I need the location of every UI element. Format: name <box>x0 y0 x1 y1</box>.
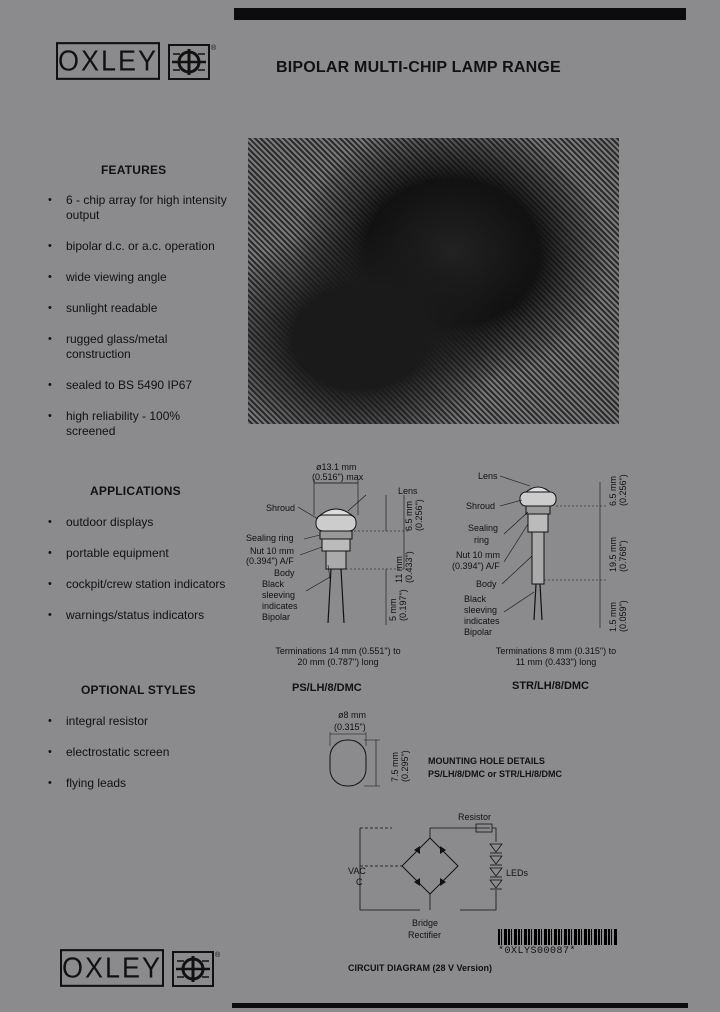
ps-part-label: PS/LH/8/DMC <box>292 682 362 694</box>
optional-styles-heading: OPTIONAL STYLES <box>81 683 196 697</box>
list-item: • integral resistor <box>48 714 228 729</box>
ps-sealing: Sealing ring <box>246 533 294 543</box>
ps-black-4: Bipolar <box>262 612 291 622</box>
ps-term-2: 20 mm (0.787") long <box>297 657 379 667</box>
applications-list <box>48 515 228 639</box>
list-item: • rugged glass/metal construction <box>48 332 228 362</box>
mount-h-in: (0.295") <box>400 750 410 782</box>
features-heading: FEATURES <box>101 163 167 177</box>
list-item: • sealed to BS 5490 IP67 <box>48 378 228 393</box>
bottom-rule <box>232 1003 688 1008</box>
str-nut-1: Nut 10 mm <box>456 550 501 560</box>
ps-dia-in: (0.516") max <box>312 472 364 482</box>
str-terminations <box>476 646 636 668</box>
list-item: • electrostatic screen <box>48 745 228 760</box>
mounting-label-2: PS/LH/8/DMC or STR/LH/8/DMC <box>428 769 563 779</box>
list-item: • 6 - chip array for high intensity output <box>48 193 228 223</box>
ps-black-1: Black <box>262 579 285 589</box>
str-dim-c: 1.5 mm <box>608 601 618 632</box>
registered-mark: ® <box>215 952 221 959</box>
list-item: • portable equipment <box>48 546 228 561</box>
str-black-3: indicates <box>464 616 500 626</box>
circuit-resistor-label: Resistor <box>458 812 492 822</box>
circuit-vac-sub: C <box>356 877 363 887</box>
str-lamp-drawing <box>452 462 640 642</box>
ps-lens: Lens <box>398 486 418 496</box>
oxley-emblem-icon <box>172 948 222 988</box>
str-term-1: Terminations 8 mm (0.315") to <box>495 646 617 656</box>
oxley-logo-top <box>56 41 218 81</box>
str-shroud: Shroud <box>466 501 496 511</box>
str-dim-a: 6.5 mm <box>608 475 618 506</box>
logo-wordmark: OXLEY <box>60 949 164 987</box>
barcode <box>498 929 618 945</box>
barcode-text: *0XLYS00087* <box>498 946 577 957</box>
applications-heading: APPLICATIONS <box>90 484 181 498</box>
str-dim-b-in: (0.768") <box>618 540 628 572</box>
str-body: Body <box>476 579 497 589</box>
ps-lamp-drawing <box>236 455 426 645</box>
ps-terminations <box>248 646 428 668</box>
ps-term-1: Terminations 14 mm (0.551") to <box>275 646 401 656</box>
ps-body: Body <box>274 568 295 578</box>
circuit-caption: CIRCUIT DIAGRAM (28 V Version) <box>348 963 493 973</box>
list-item: • sunlight readable <box>48 301 228 316</box>
ps-dim-b-in: (0.433") <box>404 551 414 583</box>
list-item: • warnings/status indicators <box>48 608 228 623</box>
circuit-diagram <box>340 806 540 946</box>
list-item: • flying leads <box>48 776 228 791</box>
ps-shroud: Shroud <box>266 503 296 513</box>
str-black-1: Black <box>464 594 487 604</box>
top-rule <box>234 8 686 20</box>
str-term-2: 11 mm (0.433") long <box>515 657 597 667</box>
ps-dim-a: 6.5 mm <box>404 500 414 531</box>
circuit-rectifier-label: Rectifier <box>408 930 442 940</box>
ps-black-2: sleeving <box>262 590 296 600</box>
ps-black-3: indicates <box>262 601 298 611</box>
str-black-4: Bipolar <box>464 627 493 637</box>
mount-dia-mm: ø8 mm <box>338 710 366 720</box>
str-sealing-1: Sealing <box>468 523 499 533</box>
str-part-label: STR/LH/8/DMC <box>512 680 589 692</box>
features-list <box>48 193 228 455</box>
product-photo <box>248 138 619 424</box>
oxley-logo-bottom <box>60 948 222 988</box>
list-item: • bipolar d.c. or a.c. operation <box>48 239 228 254</box>
ps-nut-2: (0.394") A/F <box>246 556 294 566</box>
mount-dia-in: (0.315") <box>334 722 366 732</box>
str-sealing-2: ring <box>474 535 490 545</box>
list-item: • wide viewing angle <box>48 270 228 285</box>
list-item: • high reliability - 100% screened <box>48 409 228 439</box>
list-item: • outdoor displays <box>48 515 228 530</box>
registered-mark: ® <box>211 45 217 52</box>
str-lens: Lens <box>478 471 498 481</box>
mounting-label-1: MOUNTING HOLE DETAILS <box>428 756 545 766</box>
page-title: BIPOLAR MULTI-CHIP LAMP RANGE <box>276 59 561 76</box>
mount-h-mm: 7.5 mm <box>390 751 400 782</box>
str-nut-2: (0.394") A/F <box>452 561 500 571</box>
ps-nut-1: Nut 10 mm <box>250 546 295 556</box>
ps-dia-mm: ø13.1 mm <box>316 462 357 472</box>
str-dim-b: 19.5 mm <box>608 536 618 572</box>
list-item: • cockpit/crew station indicators <box>48 577 228 592</box>
mounting-hole-drawing <box>318 706 428 796</box>
circuit-vac-label: VAC <box>348 866 366 876</box>
logo-wordmark: OXLEY <box>56 42 160 80</box>
str-dim-a-in: (0.256") <box>618 474 628 506</box>
circuit-bridge-label: Bridge <box>412 918 439 928</box>
ps-dim-c: 5 mm <box>388 598 398 621</box>
circuit-leds-label: LEDs <box>506 868 529 878</box>
oxley-emblem-icon <box>168 41 218 81</box>
ps-dim-c-in: (0.197") <box>398 589 408 621</box>
optional-styles-list <box>48 714 228 807</box>
str-dim-c-in: (0.059") <box>618 600 628 632</box>
ps-dim-a-in: (0.256") <box>414 499 424 531</box>
mounting-label <box>428 755 562 781</box>
ps-dim-b: 11 mm <box>394 556 404 583</box>
str-black-2: sleeving <box>464 605 498 615</box>
